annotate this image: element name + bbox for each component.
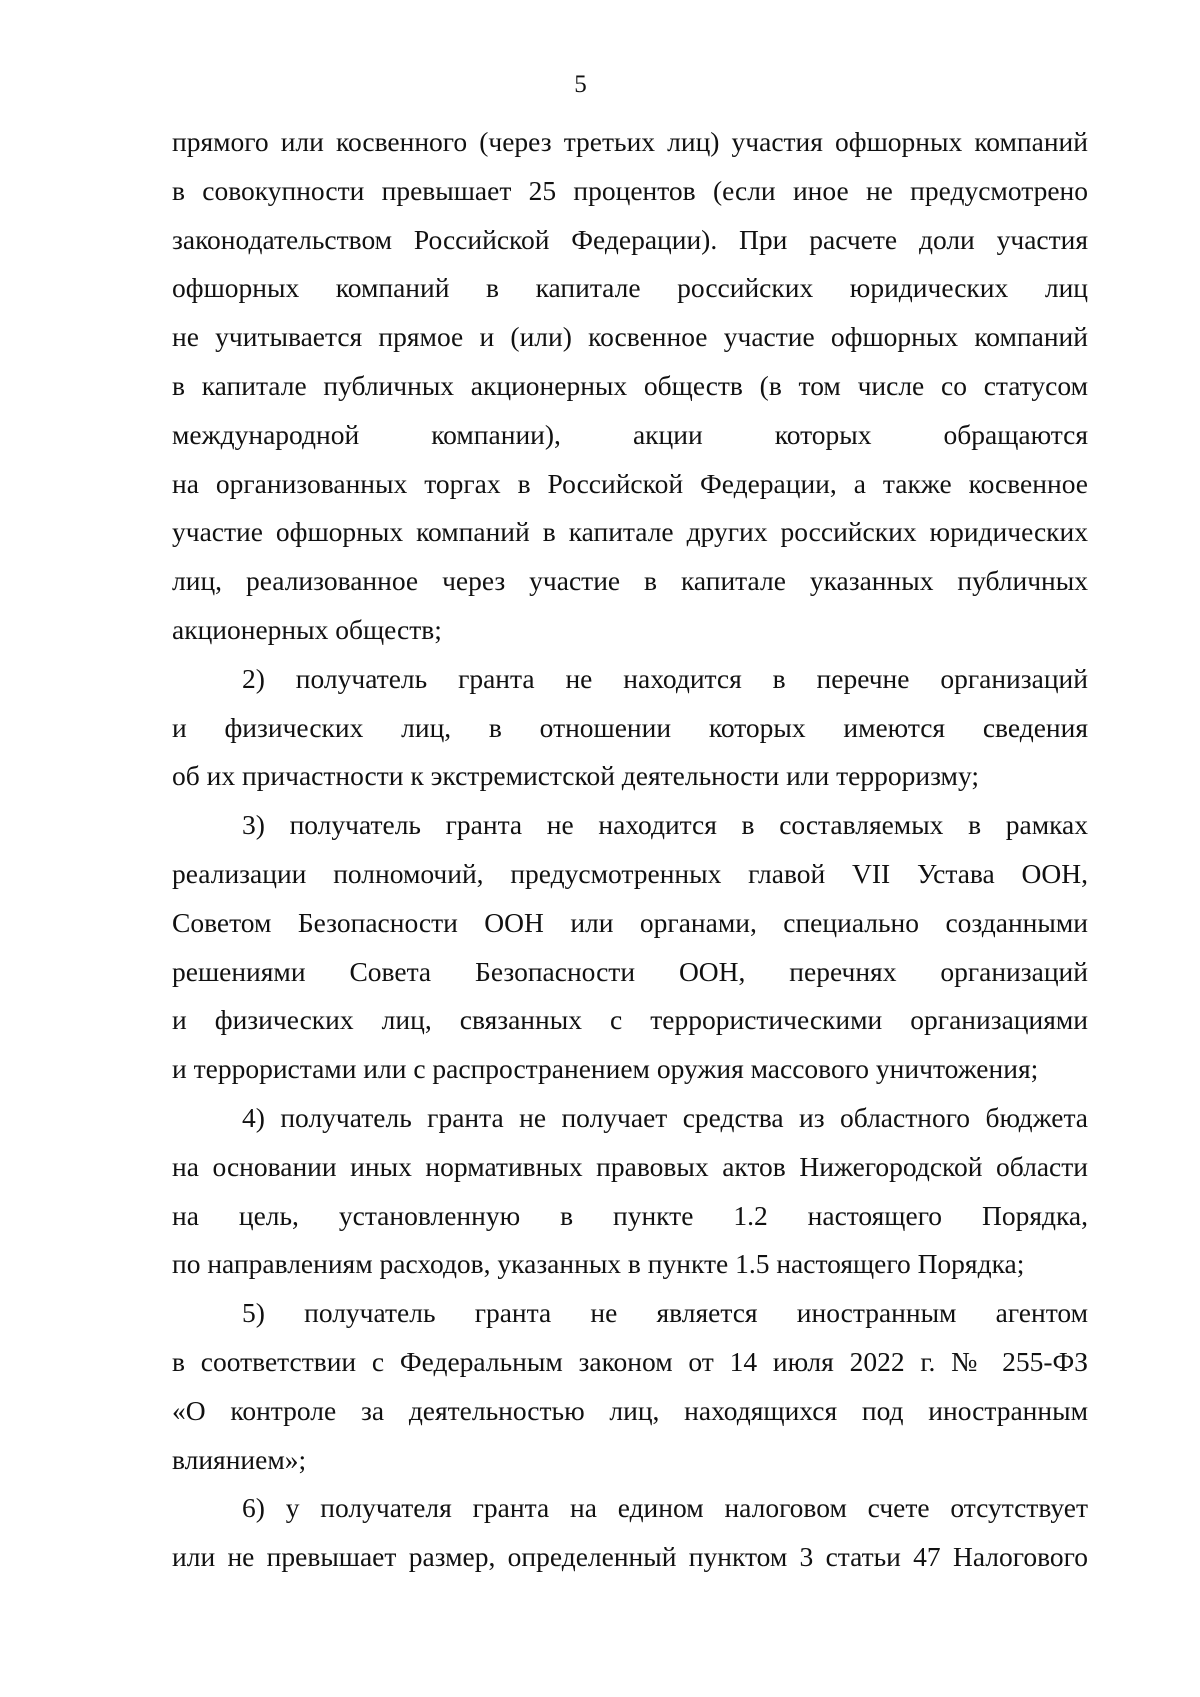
text-line: участие офшорных компаний в капитале других российских юридических: [172, 516, 1088, 548]
text-line: и физических лиц, в отношении которых имеются сведения: [172, 711, 1088, 743]
text-line: офшорных компаний в капитале российских юридических лиц: [172, 272, 1088, 304]
text-line: об их причастности к экстремистской деятельности или терроризму;: [172, 760, 979, 792]
paragraph-first-line: 3) получатель гранта не находится в составляемых в рамках: [242, 809, 1088, 841]
text-line: на организованных торгах в Российской Федерации, а также косвенное: [172, 467, 1088, 499]
paragraph-first-line: 2) получатель гранта не находится в перечне организаций: [242, 662, 1088, 694]
text-line: в капитале публичных акционерных обществ (в том числе со статусом: [172, 369, 1088, 401]
text-line: или не превышает размер, определенный пунктом 3 статьи 47 Налогового: [172, 1541, 1088, 1573]
text-line: реализации полномочий, предусмотренных главой VII Устава ООН,: [172, 857, 1088, 889]
text-line: на цель, установленную в пункте 1.2 настоящего Порядка,: [172, 1199, 1088, 1231]
text-line: Советом Безопасности ООН или органами, специально созданными: [172, 906, 1088, 938]
paragraph-first-line: 6) у получателя гранта на едином налоговом счете отсутствует: [242, 1492, 1088, 1524]
text-line: международной компании), акции которых обращаются: [172, 418, 1088, 450]
text-line: акционерных обществ;: [172, 613, 442, 645]
page-number: 5: [574, 71, 587, 98]
document-body: [172, 118, 1088, 1582]
text-line: в соответствии с Федеральным законом от 14 июля 2022 г. № 255-ФЗ: [172, 1345, 1088, 1377]
text-line: и физических лиц, связанных с террористическими организациями: [172, 1004, 1088, 1036]
paragraph-first-line: 5) получатель гранта не является иностранным агентом: [242, 1297, 1088, 1329]
text-line: и террористами или с распространением оружия массового уничтожения;: [172, 1053, 1039, 1085]
text-line: в совокупности превышает 25 процентов (если иное не предусмотрено: [172, 174, 1088, 206]
text-line: прямого или косвенного (через третьих лиц) участия офшорных компаний: [172, 126, 1088, 157]
text-line: лиц, реализованное через участие в капитале указанных публичных: [172, 565, 1088, 597]
text-line: законодательством Российской Федерации). При расчете доли участия: [172, 223, 1088, 255]
text-line: на основании иных нормативных правовых актов Нижегородской области: [172, 1150, 1088, 1182]
text-line: по направлениям расходов, указанных в пункте 1.5 настоящего Порядка;: [172, 1248, 1025, 1280]
text-line: решениями Совета Безопасности ООН, перечнях организаций: [172, 955, 1088, 987]
paragraph-first-line: 4) получатель гранта не получает средства из областного бюджета: [242, 1101, 1088, 1133]
text-line: влиянием»;: [172, 1443, 307, 1475]
text-line: «О контроле за деятельностью лиц, находящихся под иностранным: [172, 1394, 1088, 1426]
text-line: не учитывается прямое и (или) косвенное участие офшорных компаний: [172, 321, 1088, 353]
